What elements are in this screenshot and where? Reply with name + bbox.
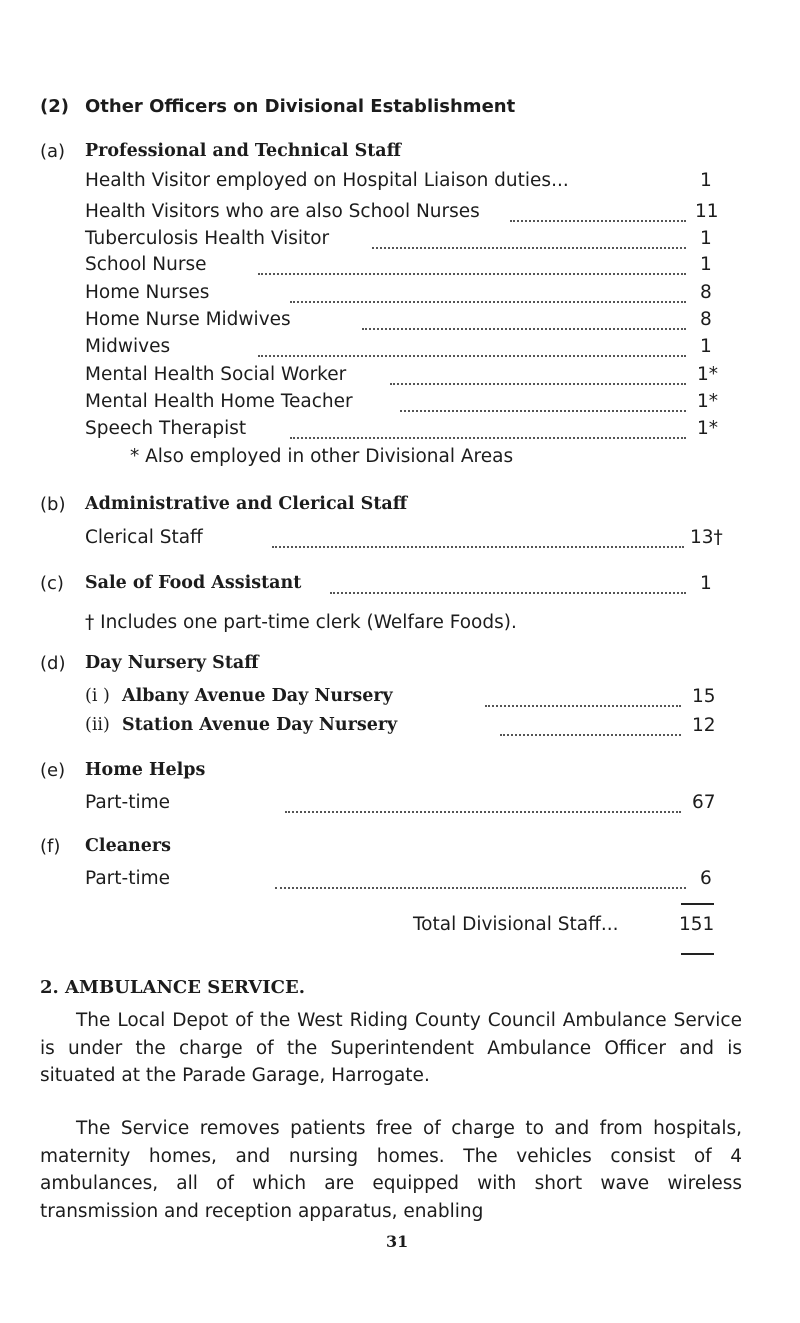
subsection-e-title: Home Helps: [85, 760, 206, 780]
leader-dots: [272, 546, 684, 548]
paragraph-text: The Local Depot of the West Riding County Council Ambulance Service is under the charge of the Superintendent Ambulance Officer and is situated at the Parade Garage, Harrogate.: [40, 1010, 742, 1086]
table-row: [0, 868, 800, 894]
row-value: 67: [692, 792, 716, 813]
subsection-e-letter: (e): [40, 760, 66, 781]
total-label: Total Divisional Staff...: [413, 914, 619, 935]
row-value: 1: [700, 254, 712, 275]
table-row: [0, 201, 800, 227]
row-label: Tuberculosis Health Visitor: [85, 228, 330, 249]
footnote-asterisk: * Also employed in other Divisional Areas: [130, 446, 514, 467]
subsection-b-title: Administrative and Clerical Staff: [85, 494, 408, 514]
table-row: [0, 282, 800, 308]
row-label: Clerical Staff: [85, 527, 203, 548]
leader-dots: [362, 328, 686, 330]
row-value: 1: [700, 573, 712, 594]
table-row: [0, 391, 800, 417]
row-label: Midwives: [85, 336, 171, 357]
ambulance-paragraph-2: [40, 1115, 742, 1225]
table-row: [0, 792, 800, 818]
table-row: [0, 364, 800, 390]
leader-dots: [510, 220, 686, 222]
subsection-a-title: Professional and Technical Staff: [85, 141, 401, 161]
total-row: [0, 914, 800, 940]
table-row: [0, 573, 800, 599]
row-label: Mental Health Social Worker: [85, 364, 347, 385]
row-value: 6: [700, 868, 712, 889]
row-value: 1*: [697, 391, 719, 412]
row-label: Part-time: [85, 792, 170, 813]
row-label: Mental Health Home Teacher: [85, 391, 353, 412]
subsection-c-letter: (c): [40, 573, 64, 594]
leader-dots: [500, 734, 681, 736]
row-label: Health Visitor employed on Hospital Liaison duties...: [85, 170, 569, 191]
leader-dots: [290, 437, 686, 439]
row-value: 8: [700, 309, 712, 330]
leader-dots: [372, 247, 686, 249]
page-number: 31: [386, 1232, 409, 1251]
row-label: Speech Therapist: [85, 418, 247, 439]
subsection-c-title: Sale of Food Assistant: [85, 573, 302, 593]
subsection-f-letter: (f): [40, 836, 61, 857]
row-value: 8: [700, 282, 712, 303]
row-value: 1*: [697, 418, 719, 439]
row-label: Part-time: [85, 868, 170, 889]
table-row: [0, 418, 800, 444]
row-value: 15: [692, 686, 716, 707]
subsection-d-letter: (d): [40, 653, 66, 674]
table-row: [0, 715, 800, 741]
row-label: Home Nurse Midwives: [85, 309, 291, 330]
row-value: 1*: [697, 364, 719, 385]
row-number: (ii): [85, 715, 110, 735]
leader-dots: [485, 705, 681, 707]
table-row: [0, 254, 800, 280]
row-value: 1: [700, 336, 712, 357]
subsection-a-letter: (a): [40, 141, 66, 162]
leader-dots: [290, 301, 686, 303]
ambulance-paragraph-1: [40, 1007, 742, 1090]
total-rule-top: [681, 903, 714, 905]
section-title: Other Officers on Divisional Establishment: [85, 96, 516, 117]
leader-dots: [285, 811, 681, 813]
leader-dots: [258, 273, 686, 275]
row-label: Albany Avenue Day Nursery: [122, 686, 393, 706]
row-value: 12: [692, 715, 716, 736]
row-label: Station Avenue Day Nursery: [122, 715, 398, 735]
total-rule-bottom: [681, 953, 714, 955]
paragraph-text: The Service removes patients free of charge to and from hospitals, maternity homes, and nursing homes. The vehicles consist of 4 ambulances, all of which are equipped with short wave wireless transmission and reception apparatus, enabling: [40, 1118, 742, 1222]
table-row: [0, 336, 800, 362]
table-row: [0, 686, 800, 712]
ambulance-heading: 2. AMBULANCE SERVICE.: [40, 977, 305, 998]
row-value: 1: [700, 228, 712, 249]
table-row: [0, 228, 800, 254]
row-label: School Nurse: [85, 254, 207, 275]
section-number: (2): [40, 96, 69, 117]
leader-dots: [330, 592, 686, 594]
table-row: [0, 527, 800, 553]
leader-dots: [390, 383, 686, 385]
leader-dots: [400, 410, 686, 412]
footnote-dagger: † Includes one part-time clerk (Welfare Foods).: [85, 612, 517, 633]
row-number: (i ): [85, 686, 110, 706]
row-label: Home Nurses: [85, 282, 210, 303]
table-row: [0, 170, 800, 196]
row-value: 1: [700, 170, 712, 191]
leader-dots: [258, 355, 686, 357]
table-row: [0, 309, 800, 335]
leader-dots: [275, 887, 686, 889]
row-value: 13†: [690, 527, 723, 548]
subsection-d-title: Day Nursery Staff: [85, 653, 259, 673]
subsection-b-letter: (b): [40, 494, 66, 515]
total-value: 151: [679, 914, 715, 935]
row-label: Health Visitors who are also School Nurses: [85, 201, 480, 222]
subsection-f-title: Cleaners: [85, 836, 171, 856]
row-value: 11: [695, 201, 719, 222]
